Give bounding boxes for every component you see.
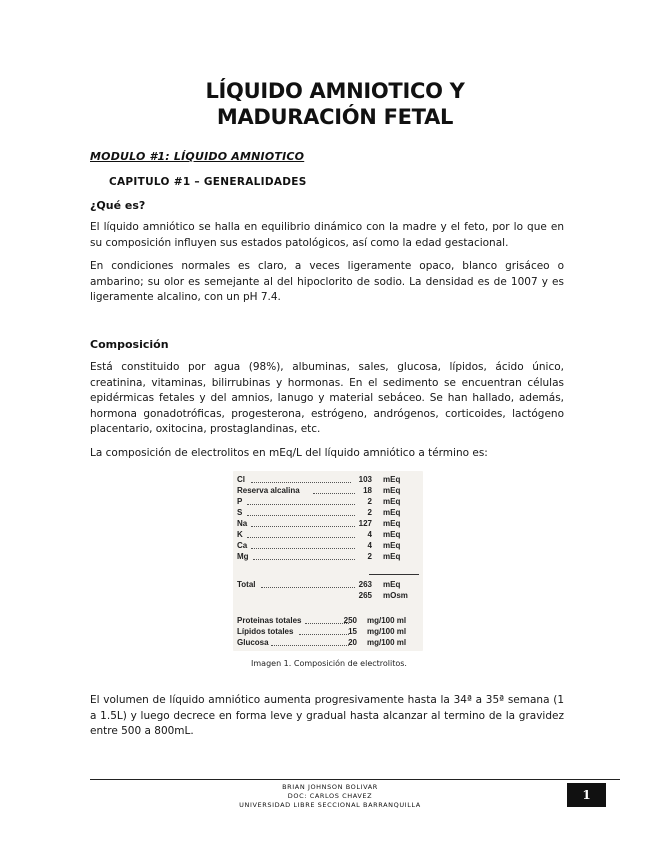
extra-label: Lípidos totales [237, 627, 294, 636]
leader-dots [251, 482, 351, 483]
leader-dots [247, 537, 355, 538]
leader-dots [247, 504, 355, 505]
extra-value: 250 [343, 616, 357, 625]
electrolyte-table-image [233, 471, 423, 651]
section-heading-que-es: ¿Qué es? [90, 199, 146, 212]
title-line-2: MADURACIÓN FETAL [216, 105, 454, 129]
electrolyte-unit: mEq [383, 552, 401, 561]
osmolarity-row [237, 591, 421, 602]
electrolyte-label: Cl [237, 475, 245, 484]
electrolyte-row [237, 475, 421, 486]
electrolyte-row [237, 552, 421, 563]
paragraph-electrolytes-intro: La composición de electrolitos en mEq/L del líquido amniótico a término es: [90, 447, 488, 459]
figure-caption: Imagen 1. Composición de electrolitos. [251, 659, 407, 668]
electrolyte-value: 4 [367, 530, 372, 539]
electrolyte-row [237, 541, 421, 552]
paragraph-characteristics: En condiciones normales es claro, a veces ligeramente opaco, blanco grisáceo o ambarino; su olor es semejante al del hipoclorito de sodio. La densidad es de 1007 y es ligeramente alcalino, con un pH 7.4. [90, 260, 564, 303]
electrolyte-row [237, 530, 421, 541]
electrolyte-value: 127 [358, 519, 372, 528]
electrolyte-value: 4 [367, 541, 372, 550]
leader-dots [247, 515, 355, 516]
electrolyte-label: P [237, 497, 243, 506]
electrolyte-label: Reserva alcalina [237, 486, 300, 495]
electrolyte-unit: mEq [383, 486, 401, 495]
electrolyte-row [237, 497, 421, 508]
extra-unit: mg/100 ml [367, 638, 407, 647]
electrolyte-row [237, 486, 421, 497]
document-title [150, 78, 520, 130]
electrolyte-unit: mEq [383, 508, 401, 517]
leader-dots [313, 493, 355, 494]
electrolyte-value: 18 [363, 486, 372, 495]
footer-divider [90, 779, 620, 780]
electrolyte-total-row [237, 580, 421, 591]
electrolyte-value: 2 [367, 552, 372, 561]
total-value: 263 [358, 580, 372, 589]
footer-author: BRIAN JOHNSON BOLIVAR [282, 783, 378, 791]
leader-dots [261, 587, 355, 588]
leader-dots [251, 548, 355, 549]
electrolyte-row [237, 508, 421, 519]
chapter-heading: CAPITULO #1 – GENERALIDADES [109, 176, 307, 188]
electrolyte-unit: mEq [383, 541, 401, 550]
electrolyte-unit: mEq [383, 519, 401, 528]
electrolyte-row [237, 519, 421, 530]
extra-row [237, 616, 421, 627]
extra-label: Proteinas totales [237, 616, 302, 625]
extra-row [237, 638, 421, 649]
extra-label: Glucosa [237, 638, 269, 647]
osmolarity-unit: mOsm [383, 591, 408, 600]
electrolyte-unit: mEq [383, 475, 401, 484]
extra-value: 20 [348, 638, 357, 647]
electrolyte-label: Na [237, 519, 248, 528]
section-heading-composicion: Composición [90, 338, 169, 351]
electrolyte-label: Ca [237, 541, 248, 550]
electrolyte-value: 2 [367, 497, 372, 506]
extra-value: 15 [348, 627, 357, 636]
paragraph-composition: Está constituido por agua (98%), albuminas, sales, glucosa, lípidos, ácido único, creatinina, vitaminas, bilirrubinas y hormonas. En el sedimento se encuentran células epidérmicas fetales y del amnios, lanugo y material sebáceo. Se han hallado, además, hormona gonadotróficas, progesterona, estrógeno, andrógenos, corticoides, lactógeno placentario, oxitocina, prostaglandinas, etc. [90, 361, 564, 435]
paragraph-definition: El líquido amniótico se halla en equilibrio dinámico con la madre y el feto, por lo que en su composición influyen sus estados patológicos, así como la edad gestacional. [90, 221, 564, 249]
electrolyte-label: S [237, 508, 243, 517]
electrolyte-unit: mEq [383, 530, 401, 539]
footer-university: UNIVERSIDAD LIBRE SECCIONAL BARRANQUILLA [239, 801, 421, 809]
electrolyte-unit: mEq [383, 497, 401, 506]
leader-dots [251, 526, 355, 527]
total-unit: mEq [383, 580, 401, 589]
electrolyte-label: K [237, 530, 243, 539]
title-line-1: LÍQUIDO AMNIOTICO Y [205, 79, 465, 103]
electrolyte-value: 2 [367, 508, 372, 517]
page-number: 1 [567, 783, 606, 807]
page-footer [190, 783, 470, 810]
extra-unit: mg/100 ml [367, 627, 407, 636]
total-label: Total [237, 580, 256, 589]
footer-teacher: DOC: CARLOS CHAVEZ [287, 792, 373, 800]
total-divider [369, 574, 419, 575]
electrolyte-value: 103 [358, 475, 372, 484]
leader-dots [253, 559, 355, 560]
electrolyte-label: Mg [237, 552, 249, 561]
extra-unit: mg/100 ml [367, 616, 407, 625]
module-heading: MODULO #1: LÍQUIDO AMNIOTICO [90, 150, 305, 163]
osmolarity-value: 265 [358, 591, 372, 600]
extra-row [237, 627, 421, 638]
paragraph-volume: El volumen de líquido amniótico aumenta progresivamente hasta la 34ª a 35ª semana (1 a 1.5L) y luego decrece en forma leve y gradual hasta alcanzar al termino de la gravidez entre 500 a 800mL. [90, 694, 564, 737]
